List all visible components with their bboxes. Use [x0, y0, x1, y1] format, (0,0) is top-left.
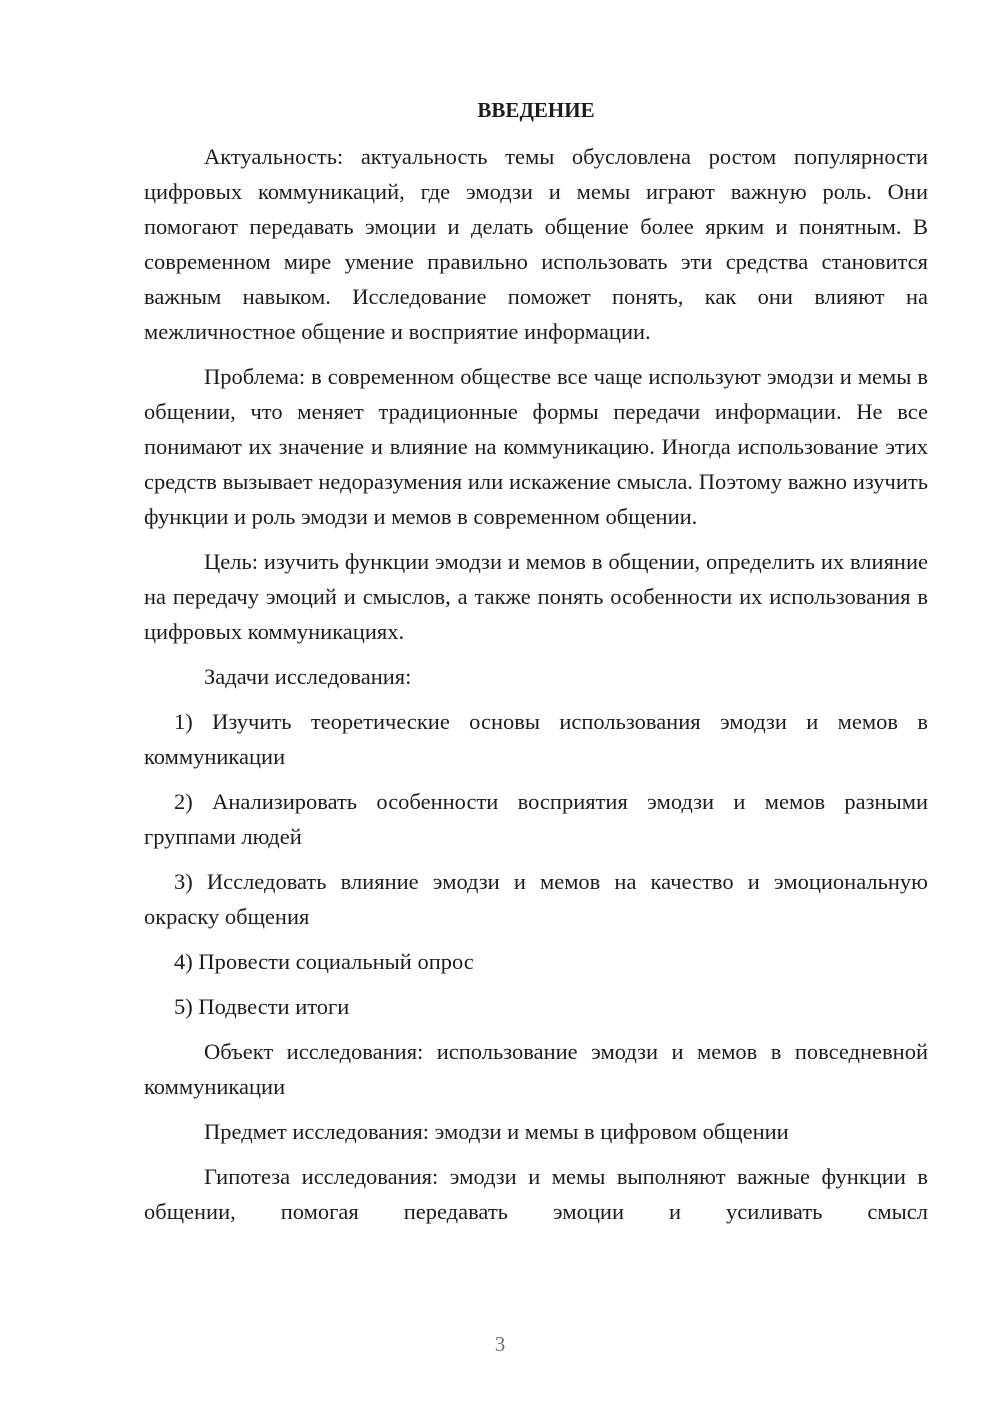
tasks-heading: Задачи исследования:: [204, 664, 412, 689]
page-content: [144, 94, 928, 1229]
task-item-3: 3) Исследовать влияние эмодзи и мемов на качество и эмоциональную окраску общения: [144, 869, 928, 929]
task-item-4: 4) Провести социальный опрос: [174, 949, 474, 974]
problem-paragraph: Проблема: в современном обществе все чаще используют эмодзи и мемы в общении, что меняет традиционные формы передачи информации. Не все понимают их значение и влияние на коммуникацию. Иногда использование этих средств вызывает недоразумения или искажение смысла. Поэтому важно изучить функции и роль эмодзи и мемов в современном общении.: [144, 364, 928, 529]
task-item-2: 2) Анализировать особенности восприятия эмодзи и мемов разными группами людей: [144, 789, 928, 849]
section-title: ВВЕДЕНИЕ: [477, 98, 595, 122]
subject-paragraph: Предмет исследования: эмодзи и мемы в цифровом общении: [204, 1119, 789, 1144]
goal-paragraph: Цель: изучить функции эмодзи и мемов в общении, определить их влияние на передачу эмоций и смыслов, а также понять особенности их использования в цифровых коммуникациях.: [144, 549, 928, 644]
relevance-paragraph: Актуальность: актуальность темы обусловлена ростом популярности цифровых коммуникаций, где эмодзи и мемы играют важную роль. Они помогают передавать эмоции и делать общение более ярким и понятным. В современном мире умение правильно использовать эти средства становится важным навыком. Исследование поможет понять, как они влияют на межличностное общение и восприятие информации.: [144, 144, 928, 344]
object-paragraph: Объект исследования: использование эмодзи и мемов в повседневной коммуникации: [144, 1039, 928, 1099]
hypothesis-paragraph: Гипотеза исследования: эмодзи и мемы выполняют важные функции в общении, помогая передавать эмоции и усиливать смысл: [144, 1164, 928, 1224]
task-item-5: 5) Подвести итоги: [174, 994, 350, 1019]
page-number: 3: [494, 1332, 506, 1356]
task-item-1: 1) Изучить теоретические основы использования эмодзи и мемов в коммуникации: [144, 709, 928, 769]
